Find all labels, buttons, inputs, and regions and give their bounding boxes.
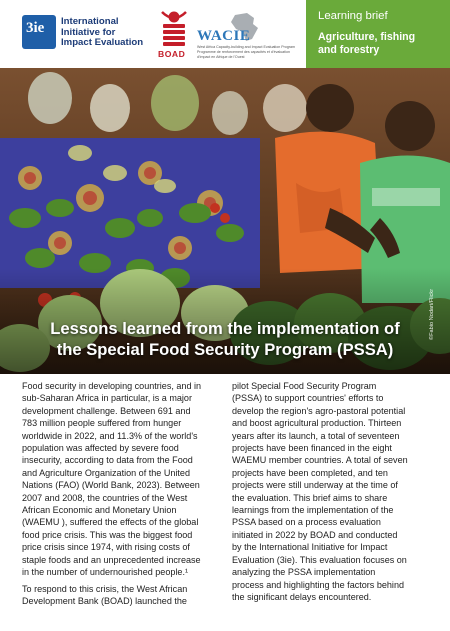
text-line: the evaluation. This brief aims to share [232, 492, 388, 503]
body-column-left [22, 380, 219, 607]
page-title [0, 318, 450, 360]
boad-emblem-icon [159, 10, 189, 48]
brief-type: Learning brief [318, 10, 388, 22]
text-line: African Economic and Monetary Union [22, 505, 177, 516]
brief-topic-line: and forestry [318, 44, 380, 56]
wacie-subtitle-line: d'impact en Afrique de l'Ouest [197, 54, 245, 59]
text-line: insecurity, according to data from the Food [22, 455, 193, 466]
text-line: years after its launch, a total of seventeen [232, 430, 400, 441]
text-line: Development Bank (BOAD) launched the [22, 595, 187, 606]
text-line: by the International Initiative for Impact [232, 542, 388, 553]
photo-credit: ©Fabio Nodari/Flickr [429, 288, 435, 340]
text-line: Nations (FAO) (World Bank, 2023). Between [22, 480, 200, 491]
text-line: WAEMU member countries. A total of seven [232, 455, 408, 466]
wacie-subtitle [197, 45, 301, 59]
text-line: Evaluation (3ie). This evaluation focuses on [232, 554, 407, 565]
title-line: the Special Food Security Program (PSSA) [56, 340, 394, 359]
boad-logo [157, 10, 191, 60]
paragraph [22, 583, 219, 608]
wacie-logo [197, 12, 301, 62]
body-column-right [232, 380, 429, 603]
text-line: Food security in developing countries, and in [22, 381, 202, 391]
text-line: initiated in 2022 by BOAD and conducted [232, 529, 398, 540]
text-line: pilot Special Food Security Program [232, 381, 377, 391]
brief-topic [318, 31, 450, 57]
brief-label-box [306, 0, 450, 68]
header [0, 0, 450, 68]
text-line: in the number of undernourished people.¹ [22, 567, 188, 578]
text-line: projects have been completed, and ten [232, 467, 388, 478]
text-line: price crisis since 1974, with rising costs of [22, 542, 190, 553]
org-name-line: Initiative for [61, 26, 116, 38]
text-line: PSSA based on a process evaluation [232, 517, 381, 528]
cover-photo [0, 68, 450, 374]
3ie-logo-mark: 3ie [26, 20, 45, 36]
text-line: and boost agricultural production. Thirteen [232, 418, 402, 429]
text-line: (PSSA) to support countries' efforts to [232, 393, 384, 404]
3ie-logo [22, 15, 56, 49]
wacie-subtitle-line: Programme de renforcement des capacités et d'évaluation [197, 49, 290, 54]
text-line: 783 million people suffered from hunger [22, 418, 182, 429]
text-line: and Agriculture Organization of the United [22, 467, 190, 478]
paragraph [232, 380, 429, 603]
text-line: staple foods and an unprecedented increase [22, 554, 201, 565]
text-line: sub-Saharan Africa in particular, is a major [22, 393, 192, 404]
text-line: learnings from the implementation of the [232, 505, 394, 516]
brief-topic-line: Agriculture, fishing [318, 31, 416, 43]
wacie-subtitle-line: West Africa Capacity-building and Impact Evaluation Program [197, 45, 296, 49]
boad-wordmark: BOAD [158, 49, 186, 59]
text-line: To respond to this crisis, the West African [22, 583, 188, 594]
text-line: process and highlighting the factors behind [232, 579, 405, 590]
text-line: (WAEMU ), suffered the effects of the global [22, 517, 199, 528]
org-name [61, 17, 161, 49]
org-name-line: International [61, 16, 119, 27]
text-line: food price crisis. This was the biggest food [22, 529, 193, 540]
title-line: Lessons learned from the implementation of [50, 319, 400, 338]
text-line: the significant delays encountered. [232, 591, 372, 602]
org-name-line: Impact Evaluation [61, 37, 144, 49]
text-line: projects were still underway at the time of [232, 480, 398, 491]
text-line: worldwide in 2022, and 11.3% of the world's [22, 430, 198, 441]
text-line: 2007 and 2008, the countries of the West [22, 492, 188, 503]
text-line: projects have been financed in the eight [232, 443, 392, 454]
text-line: develop the region's agro-pastoral potential [232, 405, 406, 416]
text-line: analyzing the PSSA implementation [232, 567, 376, 578]
text-line: development challenge. Between 691 and [22, 405, 191, 416]
text-line: population was affected by severe food [22, 443, 179, 454]
wacie-wordmark: WACIE [197, 28, 251, 44]
paragraph [22, 380, 219, 579]
